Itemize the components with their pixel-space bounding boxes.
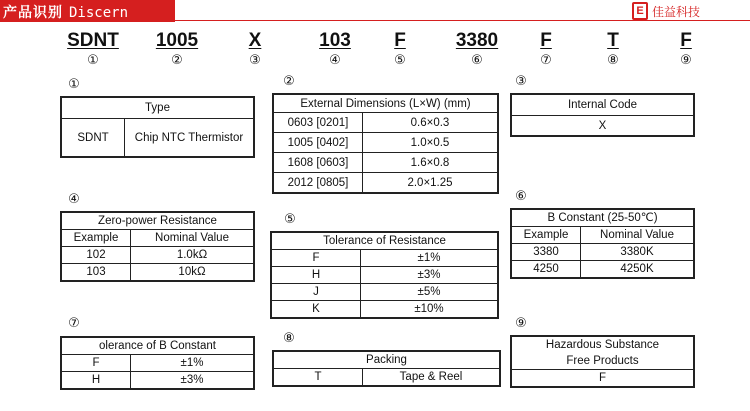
- code-number-5: ⑤: [394, 53, 406, 68]
- table-cell: 102: [61, 247, 131, 264]
- table-header: Type: [61, 97, 254, 119]
- table-header: Packing: [273, 351, 500, 369]
- table-header: olerance of B Constant: [61, 337, 254, 355]
- table-cell: 0.6×0.3: [363, 113, 499, 133]
- page-title-cn: 产品识别: [3, 5, 63, 21]
- table-cell: F: [511, 370, 694, 388]
- table-cell: 10kΩ: [131, 264, 255, 282]
- section-number-1: ①: [68, 77, 80, 92]
- table-cell: 4250K: [581, 261, 695, 279]
- table-cell: H: [271, 267, 361, 284]
- b-constant-table: [510, 208, 695, 279]
- table-col-header: Example: [61, 230, 131, 247]
- code-segment-9: F: [680, 30, 692, 51]
- table-col-header: Nominal Value: [131, 230, 255, 247]
- table-header: External Dimensions (L×W) (mm): [273, 94, 498, 113]
- section-number-9: ⑨: [515, 316, 527, 331]
- code-segment-3: X: [248, 30, 262, 51]
- table-cell: ±3%: [361, 267, 499, 284]
- hazard-table: [510, 335, 695, 388]
- section-number-6: ⑥: [515, 189, 527, 204]
- code-number-7: ⑦: [540, 53, 552, 68]
- table-cell: Tape & Reel: [363, 369, 501, 387]
- page-title: [3, 2, 128, 22]
- code-number-4: ④: [329, 53, 341, 68]
- code-number-2: ②: [171, 53, 183, 68]
- code-segment-6: 3380: [455, 30, 499, 51]
- dimensions-table: [272, 93, 499, 194]
- code-segment-7: F: [540, 30, 552, 51]
- tolerance-table: [270, 231, 499, 319]
- table-cell: F: [271, 250, 361, 267]
- table-header: Zero-power Resistance: [61, 212, 254, 230]
- table-cell: 1.0×0.5: [363, 133, 499, 153]
- table-cell: 1.6×0.8: [363, 153, 499, 173]
- table-col-header: Example: [511, 227, 581, 244]
- table-col-header: Nominal Value: [581, 227, 695, 244]
- table-cell: 3380K: [581, 244, 695, 261]
- hazard-header-line1: Hazardous Substance: [545, 339, 660, 351]
- table-header: Internal Code: [511, 94, 694, 116]
- table-cell: 2.0×1.25: [363, 173, 499, 194]
- table-cell: Chip NTC Thermistor: [125, 119, 255, 158]
- internal-code-table: [510, 93, 695, 137]
- table-cell: 2012 [0805]: [273, 173, 363, 194]
- table-cell: 4250: [511, 261, 581, 279]
- table-cell: X: [511, 116, 694, 137]
- code-number-8: ⑧: [607, 53, 619, 68]
- section-number-4: ④: [68, 192, 80, 207]
- code-segment-1: SDNT: [67, 30, 119, 51]
- section-number-7: ⑦: [68, 316, 80, 331]
- table-header: B Constant (25-50℃): [511, 209, 694, 227]
- section-number-8: ⑧: [283, 331, 295, 346]
- resistance-table: [60, 211, 255, 282]
- section-number-3: ③: [515, 74, 527, 89]
- table-cell: 1.0kΩ: [131, 247, 255, 264]
- code-number-3: ③: [249, 53, 261, 68]
- brand-name: 佳益科技: [651, 4, 700, 19]
- code-number-6: ⑥: [471, 53, 483, 68]
- code-number-9: ⑨: [680, 53, 692, 68]
- section-number-2: ②: [283, 74, 295, 89]
- code-segment-8: T: [607, 30, 619, 51]
- table-header: [511, 336, 694, 370]
- packing-table: [272, 350, 501, 387]
- code-segment-4: 103: [319, 30, 351, 51]
- table-cell: K: [271, 301, 361, 319]
- code-segment-5: F: [394, 30, 406, 51]
- b-tolerance-table: [60, 336, 255, 390]
- type-table: [60, 96, 255, 158]
- code-segment-2: 1005: [155, 30, 199, 51]
- hazard-header-line2: Free Products: [566, 355, 639, 367]
- code-number-1: ①: [87, 53, 99, 68]
- table-cell: F: [61, 355, 131, 372]
- page-title-en: Discern: [69, 5, 129, 21]
- table-cell: ±1%: [361, 250, 499, 267]
- table-cell: 1005 [0402]: [273, 133, 363, 153]
- table-cell: ±10%: [361, 301, 499, 319]
- table-cell: ±5%: [361, 284, 499, 301]
- table-cell: T: [273, 369, 363, 387]
- table-cell: 0603 [0201]: [273, 113, 363, 133]
- brand-logo-icon: E: [632, 2, 648, 20]
- table-header: Tolerance of Resistance: [271, 232, 498, 250]
- table-cell: 1608 [0603]: [273, 153, 363, 173]
- page-header: [0, 0, 750, 22]
- brand-logo: [632, 2, 700, 20]
- table-cell: H: [61, 372, 131, 390]
- table-cell: J: [271, 284, 361, 301]
- table-cell: 3380: [511, 244, 581, 261]
- section-number-5: ⑤: [284, 212, 296, 227]
- table-cell: ±1%: [131, 355, 255, 372]
- table-cell: SDNT: [61, 119, 125, 158]
- table-cell: 103: [61, 264, 131, 282]
- table-cell: ±3%: [131, 372, 255, 390]
